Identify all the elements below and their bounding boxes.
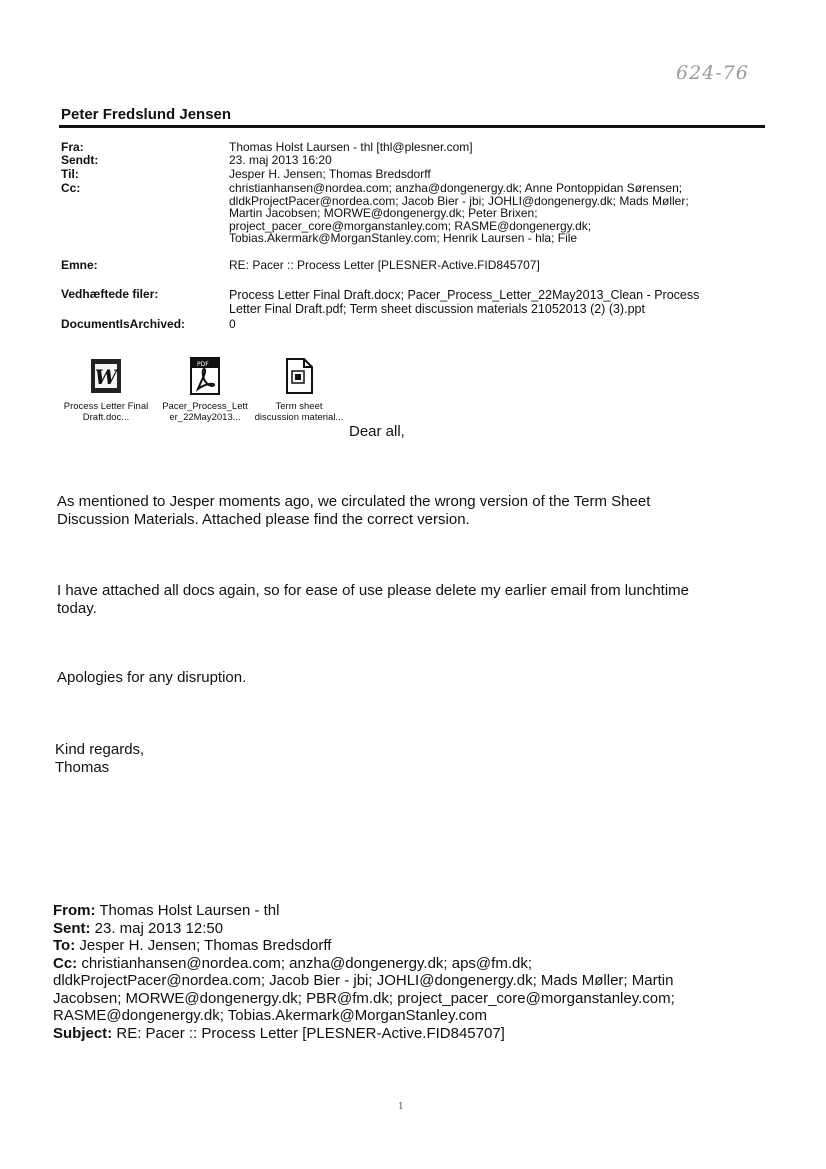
til-label: Til:	[61, 167, 79, 181]
fwd-cc-cont: dldkProjectPacer@nordea.com; Jacob Bier - jbi; JOHLI@dongenergy.dk; Mads Møller; Martin	[53, 972, 674, 989]
fwd-cc-cont: RASME@dongenergy.dk; Tobias.Akermark@MorganStanley.com	[53, 1007, 487, 1024]
attachment-line: Process Letter Final Draft.docx; Pacer_Process_Letter_22May2013_Clean - Process	[229, 288, 700, 302]
fwd-cc-line	[53, 955, 753, 973]
pdf-document-icon	[188, 357, 222, 395]
signature: Thomas	[55, 759, 110, 776]
to-value: Jesper H. Jensen; Thomas Bredsdorff	[229, 167, 431, 181]
fwd-subject-line	[53, 1025, 753, 1043]
attachment-ppt[interactable]	[249, 357, 349, 423]
attachments-label: Vedhæftede filer:	[61, 287, 159, 301]
attachment-name: Term sheet	[275, 401, 323, 412]
body-line: Discussion Materials. Attached please find the correct version.	[57, 510, 470, 528]
cc-line: project_pacer_core@morganstanley.com; RASME@dongenergy.dk;	[229, 218, 592, 233]
fwd-sent-line	[53, 920, 753, 938]
closing: Kind regards,	[55, 741, 145, 758]
cc-line: dldkProjectPacer@nordea.com; Jacob Bier - jbi; JOHLI@dongenergy.dk; Mads Møller;	[229, 193, 689, 208]
from-value: Thomas Holst Laursen - thl [thl@plesner.com]	[229, 140, 473, 154]
generic-document-icon	[282, 357, 316, 395]
fwd-from-value: Thomas Holst Laursen - thl	[95, 902, 280, 919]
cc-line: christianhansen@nordea.com; anzha@dongenergy.dk; Anne Pontoppidan Sørensen;	[229, 181, 683, 195]
body-line: today.	[57, 599, 97, 617]
attachment-name: Process Letter Final	[63, 401, 149, 412]
sent-value: 23. maj 2013 16:20	[229, 153, 332, 167]
fwd-from-label: From:	[53, 902, 96, 919]
emne-label: Emne:	[61, 258, 98, 272]
subject-value: RE: Pacer :: Process Letter [PLESNER-Active.FID845707]	[229, 258, 540, 272]
archived-value: 0	[229, 317, 236, 331]
svg-text:PDF: PDF	[197, 361, 209, 368]
archived-label: DocumentIsArchived:	[61, 317, 186, 331]
attachment-line: Letter Final Draft.pdf; Term sheet discussion materials 21052013 (2) (3).ppt	[229, 301, 645, 316]
page-number: 1	[398, 1102, 404, 1112]
fwd-cc-cont: Jacobsen; MORWE@dongenergy.dk; PBR@fm.dk; project_pacer_core@morganstanley.com;	[53, 989, 675, 1007]
attachment-name-cont: er_22May2013...	[169, 412, 241, 423]
forwarded-header	[53, 902, 753, 1042]
sender-name: Peter Fredslund Jensen	[61, 106, 232, 123]
attachment-docx[interactable]	[56, 357, 156, 423]
fwd-sent-label: Sent:	[53, 919, 91, 937]
greeting: Dear all,	[349, 423, 405, 440]
fwd-subject-label: Subject:	[53, 1024, 113, 1042]
body-paragraph-2	[57, 582, 689, 617]
fwd-sent-value: 23. maj 2013 12:50	[90, 919, 224, 937]
word-document-icon	[89, 357, 123, 395]
cc-label: Cc:	[61, 181, 81, 195]
fwd-to-value: Jesper H. Jensen; Thomas Bredsdorff	[75, 937, 332, 954]
attachment-name-cont: Draft.doc...	[82, 412, 130, 423]
cc-value	[229, 182, 759, 245]
fra-label: Fra:	[61, 140, 84, 154]
fwd-cc-label: Cc:	[53, 954, 78, 972]
svg-text:W: W	[94, 365, 118, 389]
sendt-label: Sendt:	[61, 153, 99, 167]
handwritten-stamp: 624-76	[676, 62, 749, 84]
body-paragraph-1	[57, 493, 650, 528]
body-paragraph-3: Apologies for any disruption.	[57, 669, 247, 686]
cc-line: Tobias.Akermark@MorganStanley.com; Henrik Laursen - hla; File	[229, 231, 578, 245]
attachments-value	[229, 289, 759, 316]
cc-line: Martin Jacobsen; MORWE@dongenergy.dk; Peter Brixen;	[229, 206, 538, 220]
attachment-name-cont: discussion material...	[254, 412, 344, 423]
fwd-to-line	[53, 937, 753, 955]
body-line: I have attached all docs again, so for ease of use please delete my earlier email from lunchtime	[57, 582, 690, 599]
fwd-from-line	[53, 902, 753, 920]
fwd-subject-value: RE: Pacer :: Process Letter [PLESNER-Active.FID845707]	[112, 1024, 505, 1042]
fwd-to-label: To:	[53, 937, 76, 954]
fwd-cc-value: christianhansen@nordea.com; anzha@dongenergy.dk; aps@fm.dk;	[77, 954, 532, 972]
sender-divider	[59, 125, 765, 128]
attachment-name: Pacer_Process_Lett	[162, 401, 248, 412]
body-line: As mentioned to Jesper moments ago, we circulated the wrong version of the Term Sheet	[57, 493, 651, 510]
attachment-pdf[interactable]	[155, 357, 255, 423]
